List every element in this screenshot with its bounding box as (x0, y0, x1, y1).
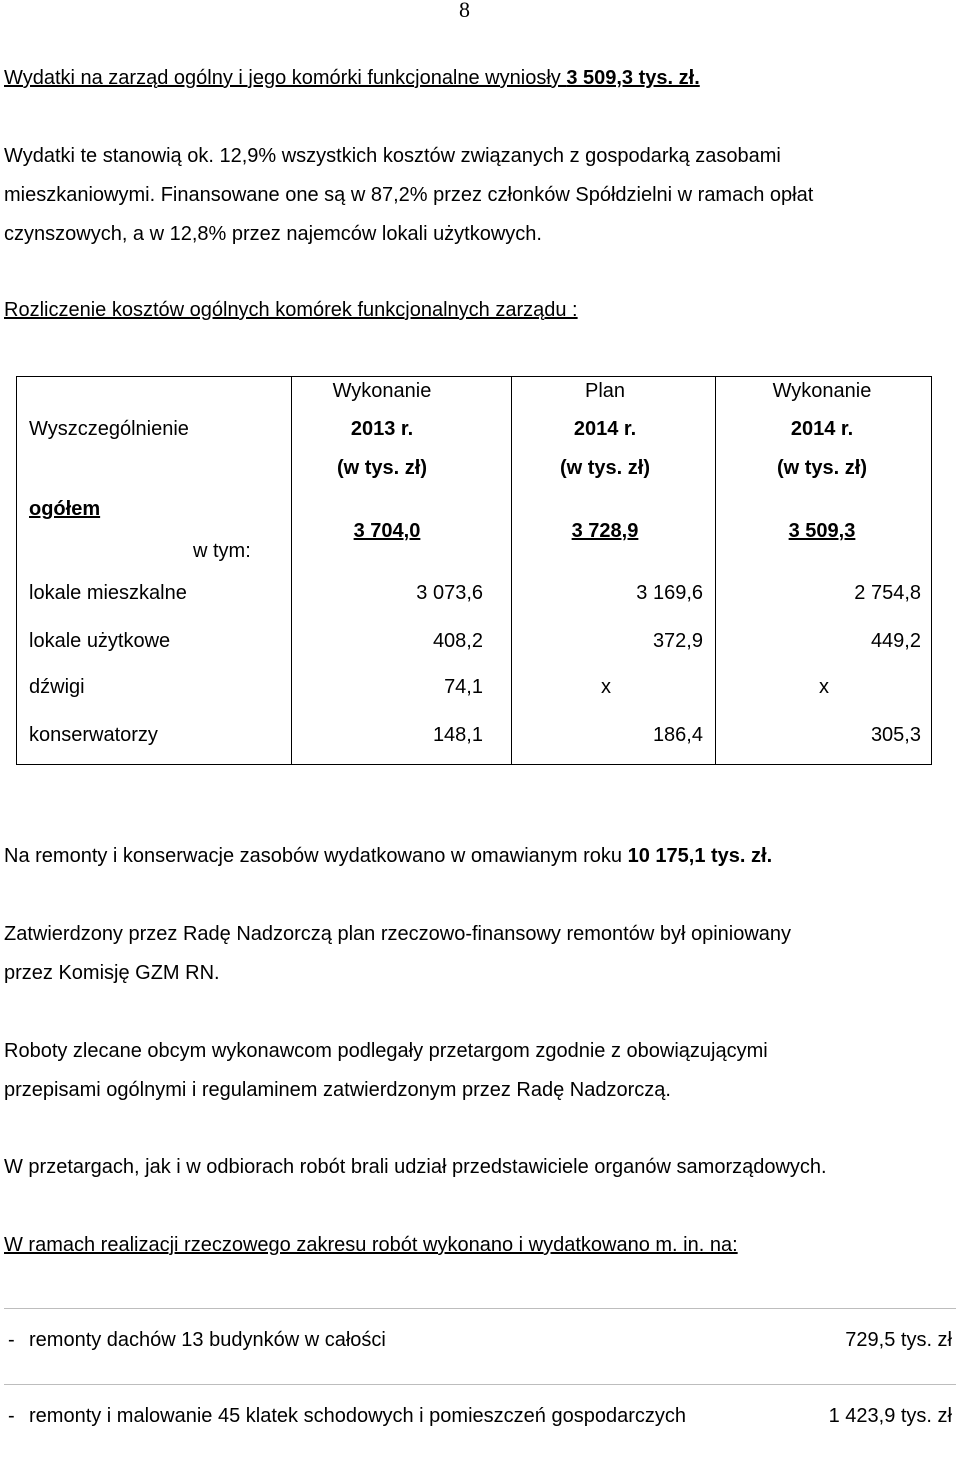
col2-header-line-2: 2014 r. (573, 418, 637, 440)
row-value: 449,2 (870, 630, 921, 652)
works-item-dash: - (8, 1329, 15, 1351)
row-label-konserwatorzy: konserwatorzy (29, 724, 158, 746)
share-paragraph-line-2: mieszkaniowymi. Finansowane one są w 87,2% przez członków Spółdzielni w ramach opłat (4, 184, 814, 206)
works-item-dash: - (8, 1405, 15, 1427)
repairs-summary-text: Na remonty i konserwacje zasobów wydatkowano w omawianym roku (4, 845, 628, 867)
row-label-lokale-mieszkalne: lokale mieszkalne (29, 582, 187, 604)
tender-rules-line-2: przepisami ogólnymi i regulaminem zatwierdzonym przez Radę Nadzorczą. (4, 1079, 671, 1101)
col3-header-line-1: Wykonanie (772, 380, 872, 402)
repairs-summary-amount: 10 175,1 tys. zł. (627, 845, 773, 867)
row-value: 2 754,8 (854, 582, 921, 604)
plan-approval-line-1: Zatwierdzony przez Radę Nadzorczą plan rzeczowo-finansowy remontów był opiniowany (4, 923, 792, 945)
expenses-summary-amount: 3 509,3 tys. zł. (566, 67, 700, 89)
total-value-plan-2014: 3 728,9 (571, 520, 639, 542)
row-value: 408,2 (432, 630, 483, 652)
works-item-text: remonty dachów 13 budynków w całości (29, 1329, 386, 1351)
expenses-summary-line (4, 66, 700, 90)
row-value: x (601, 676, 611, 698)
divider (4, 1308, 956, 1309)
row-value: 3 169,6 (636, 582, 703, 604)
works-item-text: remonty i malowanie 45 klatek schodowych i pomieszczeń gospodarczych (29, 1405, 686, 1427)
total-sublabel: w tym: (193, 540, 251, 562)
total-value-2014: 3 509,3 (788, 520, 856, 542)
works-item-amount: 1 423,9 tys. zł (828, 1405, 952, 1427)
plan-approval-line-2: przez Komisję GZM RN. (4, 962, 220, 984)
share-paragraph-line-3: czynszowych, a w 12,8% przez najemców lokali użytkowych. (4, 223, 542, 245)
row-value: 3 073,6 (416, 582, 483, 604)
col1-header-line-3: (w tys. zł) (336, 457, 427, 479)
divider (4, 1384, 956, 1385)
page-number: 8 (459, 0, 470, 22)
row-value: 74,1 (444, 676, 483, 698)
column-label: Wyszczególnienie (29, 418, 189, 440)
tender-participants: W przetargach, jak i w odbiorach robót brali udział przedstawiciele organów samorządowych. (4, 1156, 827, 1178)
row-label-dzwigi: dźwigi (29, 676, 85, 698)
row-value: 186,4 (652, 724, 703, 746)
row-value: x (819, 676, 829, 698)
row-value: 372,9 (652, 630, 703, 652)
share-paragraph-line-1: Wydatki te stanowią ok. 12,9% wszystkich kosztów związanych z gospodarką zasobami (4, 145, 781, 167)
col3-header-line-2: 2014 r. (790, 418, 854, 440)
section-heading: Rozliczenie kosztów ogólnych komórek funkcjonalnych zarządu : (4, 299, 578, 321)
col3-header-line-3: (w tys. zł) (776, 457, 867, 479)
col2-header-line-3: (w tys. zł) (559, 457, 650, 479)
row-value: 148,1 (432, 724, 483, 746)
tender-rules-line-1: Roboty zlecane obcym wykonawcom podlegały przetargom zgodnie z obowiązującymi (4, 1040, 768, 1062)
col2-header-line-1: Plan (584, 380, 626, 402)
row-label-lokale-uzytkowe: lokale użytkowe (29, 630, 171, 652)
col1-header-line-2: 2013 r. (350, 418, 414, 440)
works-heading: W ramach realizacji rzeczowego zakresu robót wykonano i wydatkowano m. in. na: (4, 1234, 738, 1256)
expenses-summary-text: Wydatki na zarząd ogólny i jego komórki funkcjonalne wyniosły (4, 67, 567, 89)
col1-header-line-1: Wykonanie (332, 380, 432, 402)
cost-table (16, 376, 932, 765)
row-value: 305,3 (870, 724, 921, 746)
total-value-2013: 3 704,0 (353, 520, 421, 542)
total-label: ogółem (29, 498, 101, 520)
works-item-amount: 729,5 tys. zł (845, 1329, 952, 1351)
repairs-summary-line (4, 844, 772, 868)
